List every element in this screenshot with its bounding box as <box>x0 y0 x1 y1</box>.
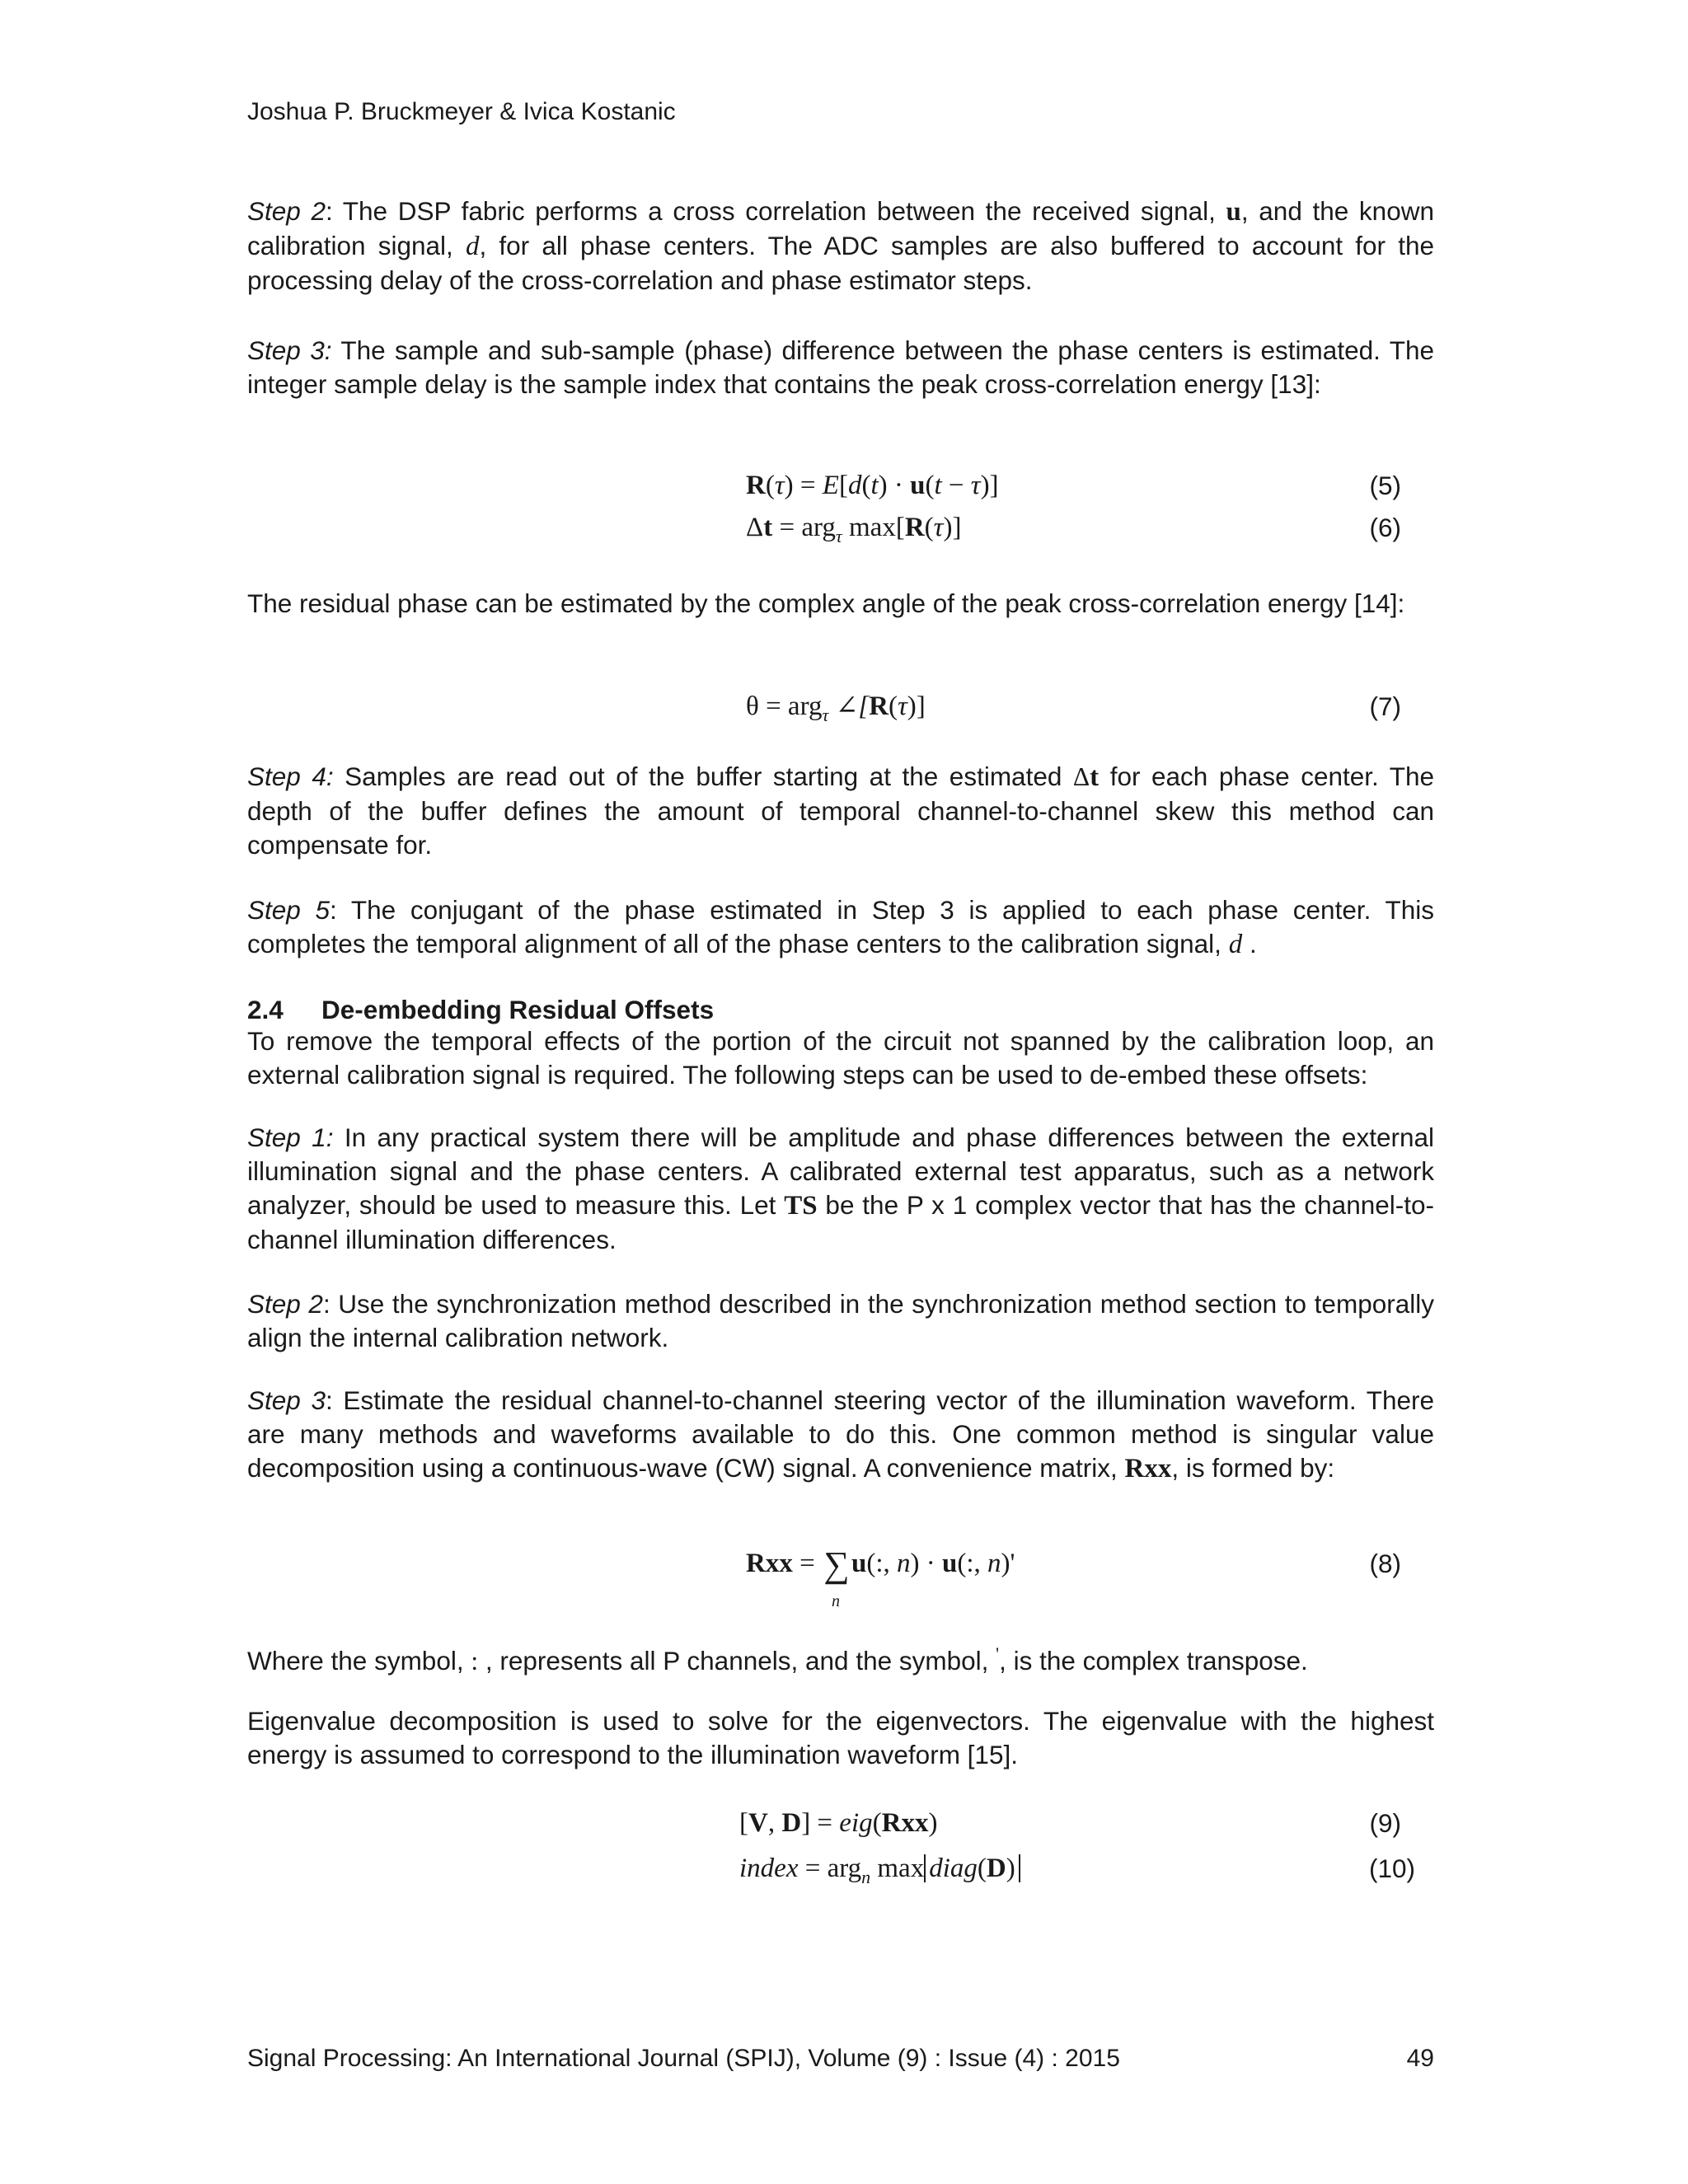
step-label: Step 2 <box>247 1289 323 1319</box>
text: The sample and sub-sample (phase) difference between the phase centers is estimated. The integer sample delay is the sample index that contains the peak cross-correlation energy [13]: <box>247 335 1434 399</box>
equation-number-10: (10) <box>1368 1854 1415 1883</box>
paragraph-eigen: Eigenvalue decomposition is used to solve for the eigenvectors. The eigenvalue with the highest energy is assumed to correspond to the illumination waveform [15]. <box>247 1706 1434 1769</box>
eq-part: ( <box>872 1808 882 1838</box>
eq-part: = arg <box>758 691 823 721</box>
subscript-tau: τ <box>835 526 842 546</box>
text: , represents all P channels, and the symbol, <box>478 1646 996 1675</box>
paragraph-step4-sync <box>247 760 1434 862</box>
eq-part: ( <box>977 1854 987 1883</box>
eq-part: ) = <box>784 471 823 500</box>
equation-9 <box>739 1807 937 1840</box>
running-header: Joshua P. Bruckmeyer & Ivica Kostanic <box>247 98 676 125</box>
eq-part: , <box>767 1808 782 1838</box>
theta: θ <box>746 691 759 721</box>
eq-part: ( <box>924 513 934 542</box>
section-heading <box>247 993 714 1027</box>
equation-number-6: (6) <box>1369 513 1401 542</box>
var-d: d <box>1228 930 1243 959</box>
section-number: 2.4 <box>247 995 284 1024</box>
step-label: Step 5 <box>247 895 331 925</box>
t: t <box>763 513 773 542</box>
Rxx: Rxx <box>746 1549 793 1578</box>
eq-part: max <box>870 1854 925 1883</box>
sum-index: n <box>831 1592 840 1610</box>
text: , for all phase centers. The ADC samples are also buffered to account for the processing delay of the cross-correlation and phase estimator steps. <box>247 231 1434 295</box>
text: : The conjugant of the phase estimated in Step 3 is applied to each phase center. This completes the temporal alignment of all of the phase centers to the calibration signal, <box>247 895 1434 958</box>
D: D <box>781 1808 802 1838</box>
section-title: De-embedding Residual Offsets <box>321 995 715 1024</box>
eq-part: ) · <box>878 471 911 500</box>
eq-part: ) <box>1006 1854 1015 1883</box>
equation-number-9: (9) <box>1369 1808 1401 1838</box>
R: R <box>869 691 889 721</box>
paragraph-residual-phase: The residual phase can be estimated by the complex angle of the peak cross-correlation energy [14]: <box>247 588 1405 618</box>
sigma: ∑ <box>823 1544 850 1585</box>
step-label: Step 1: <box>247 1122 334 1152</box>
journal-info: Signal Processing: An International Journal (SPIJ), Volume (9) : Issue (4) : 2015 <box>247 2045 1120 2072</box>
equation-5 <box>746 469 999 502</box>
R: R <box>746 471 766 500</box>
tau: τ <box>897 691 907 721</box>
text: In any practical system there will be amplitude and phase differences between the external illumination signal and the phase centers. A calibrated external test apparatus, such as a network analyzer, should be used to measure this. Let <box>247 1122 1434 1220</box>
colon-symbol: : <box>471 1647 479 1675</box>
eig: eig <box>839 1808 873 1838</box>
subscript-tau: τ <box>822 705 829 725</box>
tau: τ <box>774 471 785 500</box>
eq-part: ( <box>925 471 935 500</box>
eq-part: )] <box>943 513 962 542</box>
text: : The DSP fabric performs a cross correlation between the received signal, <box>325 196 1226 226</box>
t: t <box>870 471 879 500</box>
var-d: d <box>465 232 480 261</box>
paragraph-step3-sync <box>247 334 1434 401</box>
delta: Δ <box>746 513 764 542</box>
absolute-value <box>924 1854 1020 1882</box>
eq-part: [ <box>838 471 848 500</box>
angle: ∠[ <box>828 691 870 721</box>
eq-part: = arg <box>798 1854 862 1883</box>
equation-10 <box>739 1852 1020 1894</box>
text: : Use the synchronization method described in the synchronization method section to temporally align the internal calibration network. <box>247 1289 1434 1352</box>
step-label: Step 2 <box>247 196 326 226</box>
E: E <box>822 471 839 500</box>
text: be the P x 1 complex vector that has the channel-to-channel illumination differences. <box>247 1190 1434 1254</box>
eq-part: ( <box>861 471 871 500</box>
eq-part: ( <box>765 471 775 500</box>
text: , and the known calibration signal, <box>247 196 1434 260</box>
equation-number-7: (7) <box>1369 691 1401 721</box>
eq-part: − <box>941 471 971 500</box>
text: Where the symbol, <box>247 1646 471 1675</box>
eq-part: )] <box>907 691 926 721</box>
paragraph-section-intro: To remove the temporal effects of the portion of the circuit not spanned by the calibration loop, an external calibration signal is required. The following steps can be used to de-embed these offsets: <box>247 1026 1434 1090</box>
equation-number-8: (8) <box>1369 1549 1401 1578</box>
equation-number-5: (5) <box>1369 471 1401 500</box>
eq-part: ) · <box>910 1549 942 1578</box>
paragraph-step5-sync <box>247 893 1434 962</box>
V: V <box>748 1808 768 1838</box>
text: , is the complex transpose. <box>999 1646 1308 1675</box>
delta: Δ <box>1072 762 1090 791</box>
var-ts: TS <box>784 1191 818 1221</box>
tau: τ <box>933 513 944 542</box>
paragraph-step3-deembed <box>247 1384 1434 1486</box>
u: u <box>941 1549 958 1578</box>
diag: diag <box>929 1854 978 1883</box>
step-label: Step 3 <box>247 1385 326 1415</box>
Rxx: Rxx <box>881 1808 929 1838</box>
text: , is formed by: <box>1171 1453 1335 1483</box>
eq-part: max[ <box>842 513 905 542</box>
t: t <box>934 471 942 500</box>
prime-symbol: ' <box>996 1643 1000 1664</box>
equation-8 <box>746 1544 1015 1610</box>
var-rxx: Rxx <box>1124 1454 1172 1483</box>
eq-part: )' <box>1001 1549 1015 1578</box>
R: R <box>904 513 925 542</box>
paragraph-step1-deembed <box>247 1121 1434 1257</box>
page-footer <box>247 2042 1434 2075</box>
step-label: Step 4: <box>247 762 334 791</box>
eq-part: ( <box>888 691 898 721</box>
n: n <box>987 1549 1001 1578</box>
eq-part: )] <box>980 471 999 500</box>
var-u: u <box>1226 197 1241 227</box>
index: index <box>739 1854 799 1883</box>
step-label: Step 3: <box>247 335 332 365</box>
sum-sign <box>822 1544 851 1610</box>
text: . <box>1242 929 1257 958</box>
text: : Estimate the residual channel-to-channel steering vector of the illumination waveform. There are many methods and waveforms available to do this. One common method is singular value decomposition using a continuous-wave (CW) signal. A convenience matrix, <box>247 1385 1434 1483</box>
text: Samples are read out of the buffer starting at the estimated <box>333 762 1073 791</box>
eq-part: ) <box>928 1808 938 1838</box>
var-t: t <box>1090 762 1100 792</box>
page-number: 49 <box>1406 2045 1434 2072</box>
eq-part: = <box>792 1549 822 1578</box>
equation-6 <box>746 511 961 553</box>
n: n <box>897 1549 911 1578</box>
u: u <box>851 1549 867 1578</box>
eq-part: [ <box>739 1808 748 1838</box>
paragraph-where <box>247 1637 1434 1678</box>
D: D <box>986 1854 1006 1883</box>
tau: τ <box>970 471 981 500</box>
paragraph-step2-deembed <box>247 1287 1434 1355</box>
subscript-n: n <box>861 1867 871 1887</box>
text: for each phase center. The depth of the buffer defines the amount of temporal channel-to-channel skew this method can compensate for. <box>247 762 1435 860</box>
equation-7 <box>746 690 926 732</box>
paragraph-step2-sync <box>247 194 1434 298</box>
eq-part: (:, <box>866 1549 897 1578</box>
u: u <box>910 471 926 500</box>
eq-part: (:, <box>957 1549 988 1578</box>
eq-part: ] = <box>801 1808 840 1838</box>
eq-part: = arg <box>772 513 836 542</box>
d: d <box>847 471 862 500</box>
